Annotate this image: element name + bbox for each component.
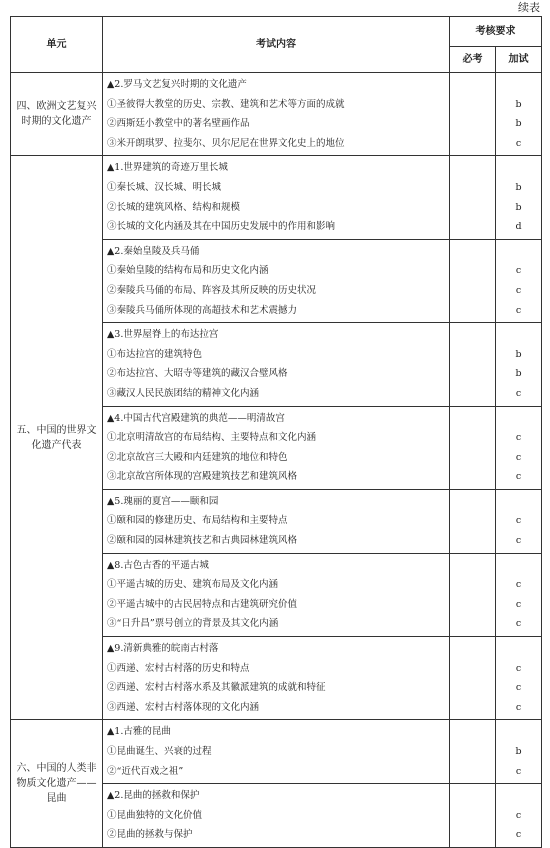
- must-level-cell: [450, 406, 496, 489]
- header-unit: 单元: [11, 17, 103, 73]
- topic-item: ②昆曲的拯救与保护: [107, 829, 193, 841]
- topic-row: [11, 720, 542, 784]
- topic-content: [103, 239, 450, 322]
- plus-level-cell: [496, 553, 542, 636]
- must-level-cell: [450, 73, 496, 156]
- must-level-cell: [450, 720, 496, 784]
- plus-level: b: [515, 181, 522, 193]
- topic-title: ▲8.古色古香的平遥古城: [107, 559, 209, 571]
- topic-content: [103, 637, 450, 720]
- topic-content: [103, 553, 450, 636]
- must-level: [450, 575, 495, 595]
- topic-item: ②“近代百戏之祖”: [107, 765, 184, 777]
- level-spacer: [496, 556, 541, 576]
- must-level-cell: [450, 156, 496, 239]
- topic-title: ▲3.世界屋脊上的布达拉宫: [107, 329, 219, 341]
- must-level: [450, 762, 495, 782]
- plus-level-cell: [496, 156, 542, 239]
- plus-level: c: [515, 535, 522, 547]
- must-level: [450, 659, 495, 679]
- topic-content: [103, 720, 450, 784]
- level-spacer: [496, 158, 541, 178]
- topic-item: ③“日升昌”票号创立的背景及其文化内涵: [107, 618, 279, 630]
- plus-level: b: [515, 368, 522, 380]
- topic-title: ▲1.世界建筑的奇迹万里长城: [107, 162, 228, 174]
- topic-title: ▲2.昆曲的拯救和保护: [107, 790, 200, 802]
- must-level-cell: [450, 323, 496, 406]
- topic-item: ③米开朗琪罗、拉斐尔、贝尔尼尼在世界文化史上的地位: [107, 137, 345, 149]
- plus-level: c: [515, 304, 522, 316]
- topic-title: ▲4.中国古代宫殿建筑的典范——明清故宫: [107, 412, 285, 424]
- plus-level-cell: [496, 784, 542, 848]
- level-spacer: [496, 639, 541, 659]
- level-spacer: [450, 325, 495, 345]
- unit-name: 五、中国的世界文化遗产代表: [11, 156, 103, 720]
- must-level-cell: [450, 637, 496, 720]
- topic-item: ②北京故宫三大殿和内廷建筑的地位和特色: [107, 451, 288, 463]
- must-level-cell: [450, 489, 496, 553]
- plus-level: c: [515, 451, 522, 463]
- topic-item: ①平遥古城的历史、建筑布局及文化内涵: [107, 579, 279, 591]
- topic-item: ②西递、宏村古村落水系及其徽派建筑的成就和特征: [107, 682, 326, 694]
- must-level-cell: [450, 239, 496, 322]
- plus-level: c: [515, 471, 522, 483]
- must-level: [450, 806, 495, 826]
- topic-title: ▲2.罗马文艺复兴时期的文化遗产: [107, 79, 247, 90]
- must-level: [450, 364, 495, 384]
- level-spacer: [450, 242, 495, 262]
- must-level: [450, 198, 495, 218]
- exam-requirements-table: [10, 16, 542, 848]
- topic-item: ③长城的文化内涵及其在中国历史发展中的作用和影响: [107, 221, 336, 233]
- level-spacer: [450, 492, 495, 512]
- plus-level: b: [515, 118, 522, 130]
- must-level: [450, 114, 495, 134]
- header-content: 考试内容: [103, 17, 450, 73]
- topic-item: ②长城的建筑风格、结构和规模: [107, 201, 241, 213]
- plus-level: c: [515, 284, 522, 296]
- topic-item: ①昆曲诞生、兴衰的过程: [107, 746, 212, 757]
- must-level: [450, 742, 495, 762]
- level-spacer: [450, 158, 495, 178]
- level-spacer: [496, 242, 541, 262]
- topic-row: [11, 156, 542, 239]
- level-spacer: [496, 75, 541, 95]
- plus-level: c: [515, 809, 522, 821]
- must-level: [450, 178, 495, 198]
- plus-level: c: [515, 765, 522, 777]
- topic-title: ▲1.古雅的昆曲: [107, 726, 171, 738]
- plus-level: c: [515, 682, 522, 694]
- level-spacer: [450, 556, 495, 576]
- topic-content: [103, 156, 450, 239]
- plus-level: c: [515, 598, 522, 610]
- topic-content: [103, 489, 450, 553]
- level-spacer: [496, 786, 541, 806]
- topic-item: ③西递、宏村古村落体现的文化内涵: [107, 701, 260, 713]
- plus-level-cell: [496, 323, 542, 406]
- must-level: [450, 595, 495, 615]
- must-level: [450, 281, 495, 301]
- topic-title: ▲5.瑰丽的夏宫——颐和园: [107, 495, 219, 507]
- plus-level: c: [515, 387, 522, 399]
- plus-level-cell: [496, 239, 542, 322]
- header-must: 必考: [450, 47, 496, 73]
- plus-level: b: [515, 201, 522, 213]
- must-level: [450, 678, 495, 698]
- level-spacer: [450, 75, 495, 95]
- must-level: [450, 428, 495, 448]
- level-spacer: [496, 325, 541, 345]
- plus-level: b: [515, 746, 522, 757]
- plus-level: c: [515, 515, 522, 527]
- plus-level: c: [515, 137, 522, 149]
- plus-level-cell: [496, 489, 542, 553]
- topic-item: ①圣彼得大教堂的历史、宗教、建筑和艺术等方面的成就: [107, 98, 345, 110]
- header-plus: 加试: [496, 47, 542, 73]
- continued-label: 续表: [518, 1, 540, 14]
- topic-item: ③藏汉人民民族团结的精神文化内涵: [107, 387, 260, 399]
- plus-level: b: [515, 98, 522, 110]
- topic-item: ②秦陵兵马俑的布局、阵容及其所反映的历史状况: [107, 284, 317, 296]
- topic-item: ①西递、宏村古村落的历史和特点: [107, 662, 250, 674]
- level-spacer: [496, 722, 541, 742]
- level-spacer: [450, 786, 495, 806]
- topic-item: ②西斯廷小教堂中的著名壁画作品: [107, 118, 250, 130]
- must-level: [450, 134, 495, 154]
- plus-level: c: [515, 829, 522, 841]
- topic-item: ③北京故宫所体现的宫殿建筑技艺和建筑风格: [107, 471, 298, 483]
- topic-item: ①秦长城、汉长城、明长城: [107, 181, 222, 193]
- topic-title: ▲2.秦始皇陵及兵马俑: [107, 245, 200, 257]
- unit-name: 六、中国的人类非物质文化遗产——昆曲: [11, 720, 103, 848]
- topic-title: ▲9.清新典雅的皖南古村落: [107, 643, 219, 655]
- topic-item: ②布达拉宫、大昭寺等建筑的藏汉合璧风格: [107, 368, 288, 380]
- plus-level-cell: [496, 720, 542, 784]
- must-level: [450, 531, 495, 551]
- level-spacer: [496, 492, 541, 512]
- topic-item: ①秦始皇陵的结构布局和历史文化内涵: [107, 265, 269, 277]
- plus-level: c: [515, 618, 522, 630]
- plus-level: b: [515, 348, 522, 360]
- topic-item: ②颐和园的园林建筑技艺和古典园林建筑风格: [107, 535, 298, 547]
- topic-content: [103, 323, 450, 406]
- level-spacer: [496, 409, 541, 429]
- topic-item: ②平遥古城中的古民居特点和古建筑研究价值: [107, 598, 298, 610]
- plus-level-cell: [496, 406, 542, 489]
- must-level-cell: [450, 784, 496, 848]
- level-spacer: [450, 409, 495, 429]
- plus-level: d: [515, 221, 522, 233]
- unit-name: 四、欧洲文艺复兴时期的文化遗产: [11, 73, 103, 156]
- must-level: [450, 467, 495, 487]
- topic-item: ①昆曲独特的文化价值: [107, 809, 203, 821]
- plus-level: c: [515, 579, 522, 591]
- must-level-cell: [450, 553, 496, 636]
- topic-item: ①北京明清故宫的布局结构、主要特点和文化内涵: [107, 432, 317, 444]
- topic-item: ①布达拉宫的建筑特色: [107, 348, 203, 360]
- plus-level-cell: [496, 73, 542, 156]
- must-level: [450, 511, 495, 531]
- topic-item: ①颐和园的修建历史、布局结构和主要特点: [107, 515, 288, 527]
- topic-content: [103, 784, 450, 848]
- level-spacer: [450, 639, 495, 659]
- header-requirements: 考核要求: [450, 17, 542, 47]
- must-level: [450, 261, 495, 281]
- plus-level: c: [515, 265, 522, 277]
- must-level: [450, 301, 495, 321]
- must-level: [450, 698, 495, 718]
- topic-content: [103, 406, 450, 489]
- topic-item: ③秦陵兵马俑所体现的高超技术和艺术震撼力: [107, 304, 298, 316]
- must-level: [450, 614, 495, 634]
- level-spacer: [450, 722, 495, 742]
- plus-level: c: [515, 432, 522, 444]
- plus-level: c: [515, 662, 522, 674]
- plus-level: c: [515, 701, 522, 713]
- must-level: [450, 448, 495, 468]
- must-level: [450, 345, 495, 365]
- must-level: [450, 217, 495, 237]
- plus-level-cell: [496, 637, 542, 720]
- must-level: [450, 825, 495, 845]
- topic-content: [103, 73, 450, 156]
- topic-row: [11, 73, 542, 156]
- must-level: [450, 95, 495, 115]
- must-level: [450, 384, 495, 404]
